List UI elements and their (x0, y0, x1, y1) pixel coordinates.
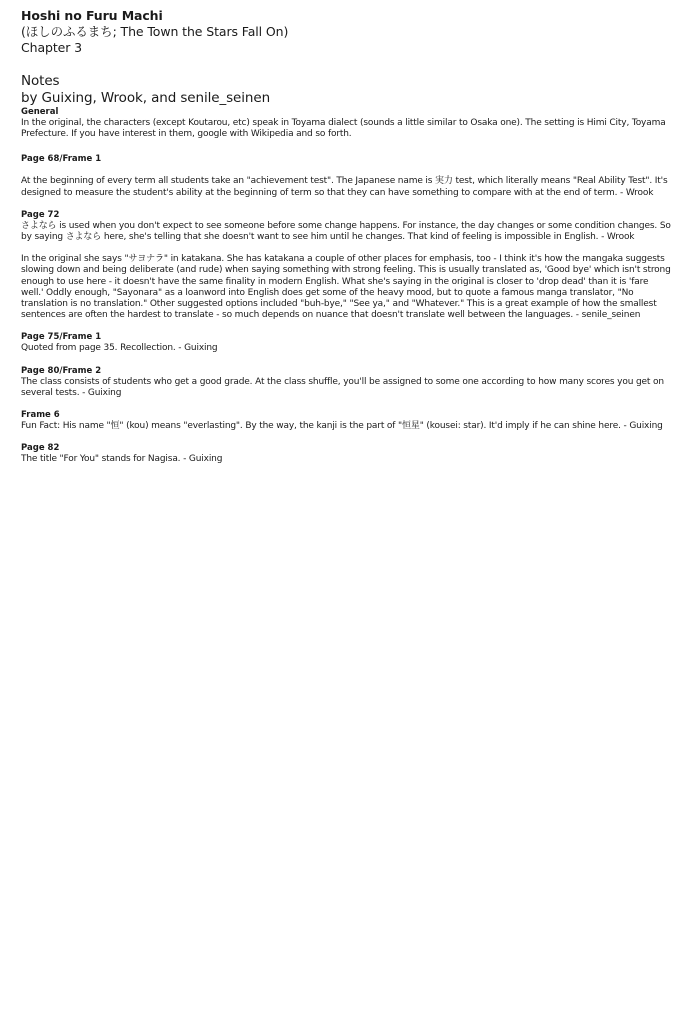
section-page-82 (21, 443, 673, 465)
section-frame-6 (21, 410, 673, 432)
document-subtitle: (ほしのふるまち; The Town the Stars Fall On) (21, 24, 289, 39)
section-text: Fun Fact: His name "恒" (kou) means "everlasting". By the way, the kanji is the part of "恒星" (kousei: star). It'd imply if he can shine here. - Guixing (21, 421, 663, 432)
section-page-68 (21, 154, 673, 198)
notes-page (21, 8, 673, 465)
chapter-label: Chapter 3 (21, 40, 83, 55)
section-text: Quoted from page 35. Recollection. - Guixing (21, 343, 218, 354)
notes-title: Notes (21, 73, 60, 89)
notes-header (21, 73, 673, 107)
section-text: In the original she says "サヨナラ" in katakana. She has katakana a couple of other places for emphasis, too - I think it's how the mangaka suggests slowing down and being deliberate (and rude) when saying something with strong feeling. This is usually translated as, 'Good bye' which isn't strong enough to use here - it doesn't have the same finality in modern English. What she's saying in the original is closer to 'drop dead' than it is 'fare well.' Oddly enough, "Sayonara" as a loanword into English does get some of the heavy mood, but to quote a famous manga translator, "No translation is no translation." Other suggested options included "buh-bye," "See ya," and "Whatever." This is a great example of how the smallest sentences are often the hardest to translate - so much depends on nuance that doesn't translate well between the languages. - senile_seinen (21, 254, 671, 321)
section-heading: Page 82 (21, 443, 60, 454)
section-heading: Page 75/Frame 1 (21, 332, 102, 343)
section-heading: Frame 6 (21, 410, 60, 421)
section-text: さよなら is used when you don't expect to see someone before some change happens. For instance, the day changes or some condition changes. So by saying さよなら here, she's telling that she doesn't want to see him until he changes. That kind of feeling is impossible in English. - Wrook (21, 220, 671, 243)
notes-byline: by Guixing, Wrook, and senile_seinen (21, 90, 271, 106)
section-text: The class consists of students who get a good grade. At the class shuffle, you'll be assigned to some one according to how many scores you get on several tests. - Guixing (21, 376, 664, 398)
section-text: At the beginning of every term all students take an "achievement test". The Japanese name is 実力 test, which literally means "Real Ability Test". It's designed to measure the student's ability at the beginning of term so that they can have something to compare with at the end of term. - Wrook (21, 176, 668, 198)
section-page-80 (21, 366, 673, 399)
section-text: The title "For You" stands for Nagisa. - Guixing (21, 454, 223, 465)
document-header (21, 8, 673, 56)
section-page-72 (21, 210, 673, 322)
section-general (21, 107, 673, 140)
document-title: Hoshi no Furu Machi (21, 8, 163, 23)
section-heading: Page 80/Frame 2 (21, 365, 102, 376)
section-heading: Page 72 (21, 209, 60, 220)
section-heading: General (21, 107, 59, 117)
section-text: In the original, the characters (except Koutarou, etc) speak in Toyama dialect (sounds a little similar to Osaka one). The setting is Himi City, Toyama Prefecture. If you have interest in them, google with Wikipedia and so forth. (21, 118, 666, 140)
section-heading: Page 68/Frame 1 (21, 154, 102, 165)
section-page-75 (21, 332, 673, 354)
